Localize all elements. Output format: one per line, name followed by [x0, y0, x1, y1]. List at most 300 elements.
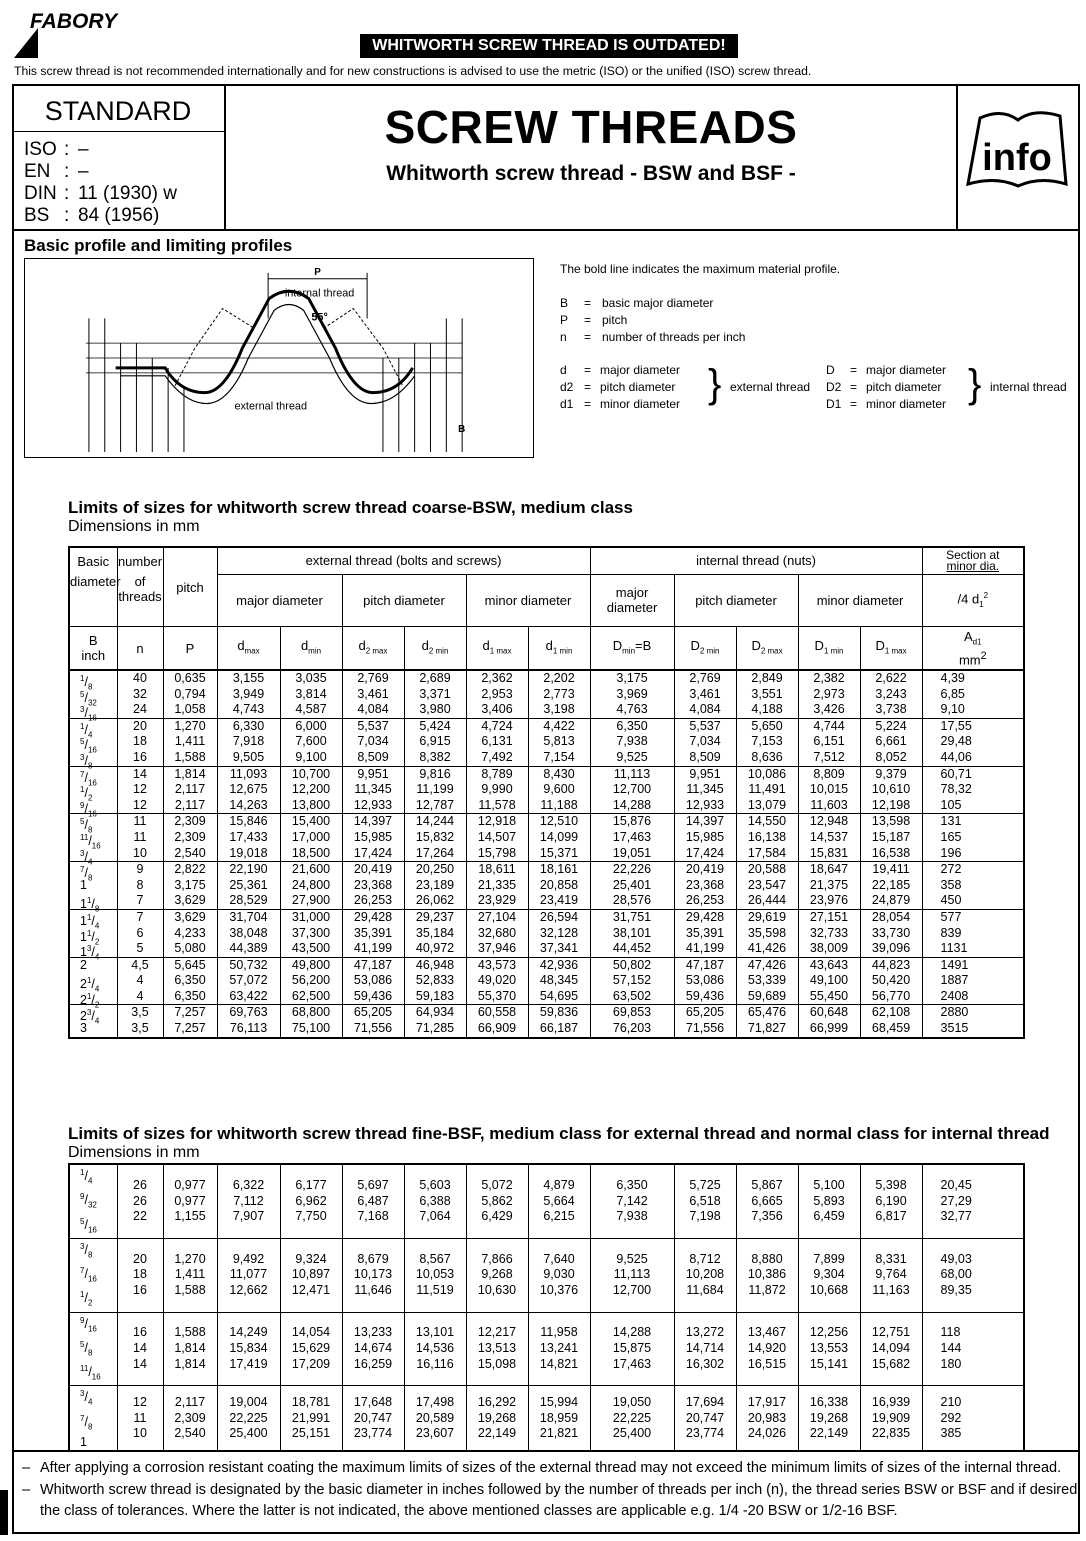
cell-value: $^5/_{32}$ — [80, 689, 97, 708]
cell-value: 11 — [133, 1410, 147, 1425]
cell-D2max — [736, 909, 798, 957]
legend-key: D2 — [826, 380, 842, 394]
col-symbol: $d_{min}$ — [280, 627, 342, 671]
cell-value: 14,397 — [353, 814, 393, 829]
cell-value: $^7/_8$ — [80, 865, 93, 883]
cell-P — [163, 670, 217, 718]
cell-value: 839 — [940, 925, 962, 940]
cell-value: 9,951 — [357, 766, 389, 781]
cell-value: 7,899 — [813, 1251, 845, 1266]
legend-value: minor diameter — [866, 397, 947, 411]
cell-value: 5,813 — [543, 734, 575, 749]
cell-value: $2^1/_2$ — [80, 991, 100, 1010]
cell-P — [163, 1238, 217, 1312]
cell-value: 65,205 — [685, 1005, 725, 1020]
legend-group-label: internal thread — [990, 380, 1067, 394]
cell-value: 12,217 — [477, 1325, 517, 1340]
cell-value: 8,331 — [875, 1251, 907, 1266]
cell-value: 19,268 — [809, 1410, 849, 1425]
cell-value: 4,084 — [689, 702, 721, 717]
cell-A — [922, 1005, 1024, 1038]
table-row-group — [69, 1005, 1024, 1038]
cell-value: 20,588 — [747, 862, 787, 877]
cell-value: 2,773 — [543, 686, 575, 701]
cell-value: 15,400 — [291, 814, 331, 829]
cell-value: 22,835 — [871, 1426, 911, 1441]
cell-value: 11,163 — [872, 1282, 910, 1297]
cell-value: 7,356 — [751, 1209, 783, 1224]
cell-value: 7,257 — [174, 1021, 206, 1036]
cell-D2min — [674, 718, 736, 766]
cell-value: 5,537 — [689, 718, 721, 733]
cell-value: 57,152 — [612, 973, 652, 988]
col-symbol: B inch — [69, 627, 117, 671]
cell-value: 21,991 — [291, 1410, 331, 1425]
cell-value: 76,203 — [612, 1021, 652, 1036]
cell-value: 3,629 — [174, 893, 206, 908]
cell-value: 8 — [136, 877, 144, 892]
cell-value: 26 — [133, 1193, 147, 1208]
cell-A — [922, 1164, 1024, 1238]
cell-dmin — [280, 957, 342, 1005]
cell-value: 55,370 — [477, 988, 517, 1003]
cell-value: 6,000 — [295, 718, 327, 733]
cell-value: 10,015 — [809, 782, 849, 797]
cell-value: 5,650 — [751, 718, 783, 733]
cell-D1max — [860, 862, 922, 910]
cell-value: $^1/_4$ — [80, 721, 93, 740]
cell-value: 43,500 — [291, 941, 331, 956]
legend-key: d1 — [560, 397, 574, 411]
cell-A — [922, 957, 1024, 1005]
cell-value: 1,814 — [174, 766, 206, 781]
cell-value: 38,101 — [612, 925, 652, 940]
legend-key: D — [826, 363, 835, 377]
cell-d1max — [466, 909, 528, 957]
cell-value: 49,100 — [809, 973, 849, 988]
cell-D1max — [860, 957, 922, 1005]
cell-value: $^1/_8$ — [80, 674, 93, 692]
cell-value: 9,525 — [616, 749, 648, 764]
cell-value: 8,789 — [481, 766, 513, 781]
cell-value: 9 — [136, 862, 144, 877]
legend-key: d — [560, 363, 567, 377]
cell-dmin — [280, 1005, 342, 1038]
cell-value: 26 — [133, 1177, 147, 1192]
cell-value: $^7/_8$ — [80, 1413, 93, 1432]
cell-D1max — [860, 718, 922, 766]
cell-value: 20,983 — [747, 1410, 787, 1425]
cell-d1max — [466, 1312, 528, 1386]
table-row-group — [69, 718, 1024, 766]
cell-value: 50,420 — [871, 973, 911, 988]
thread-profile-diagram — [24, 258, 534, 458]
cell-value: 105 — [940, 797, 962, 812]
col-header: /4 $d_1^2$ — [922, 574, 1024, 627]
cell-value: 17,424 — [685, 845, 725, 860]
cell-B — [69, 718, 117, 771]
cell-value: 71,827 — [747, 1021, 787, 1036]
cell-d1min — [528, 909, 590, 957]
cell-value: 19,004 — [229, 1394, 268, 1409]
cell-value: 20,589 — [415, 1410, 455, 1425]
cell-value: 6,350 — [616, 718, 648, 733]
cell-value: 15,098 — [477, 1356, 517, 1371]
cell-value: 12,751 — [871, 1325, 911, 1340]
cell-value: 15,846 — [229, 814, 268, 829]
cell-P — [163, 814, 217, 862]
cell-Dmin — [590, 957, 674, 1005]
cell-value: 6,131 — [481, 734, 513, 749]
cell-value: 6,915 — [419, 734, 451, 749]
cell-value: 16,338 — [809, 1394, 849, 1409]
cell-value: 14,920 — [747, 1341, 787, 1356]
cell-value: 2880 — [940, 1005, 969, 1020]
cell-value: 69,763 — [229, 1005, 268, 1020]
cell-Dmin — [590, 1238, 674, 1312]
col-symbol: $d_{2 max}$ — [342, 627, 404, 671]
cell-value: 8,052 — [875, 749, 907, 764]
cell-dmin — [280, 766, 342, 814]
cell-value: 71,556 — [353, 1021, 393, 1036]
cell-value: 385 — [940, 1426, 962, 1441]
cell-value: 3,371 — [419, 686, 451, 701]
cell-value: 53,086 — [353, 973, 393, 988]
cell-value: 75,100 — [291, 1021, 331, 1036]
cell-value: 59,436 — [685, 988, 725, 1003]
cell-value: 20,45 — [940, 1177, 972, 1192]
cell-d1min — [528, 670, 590, 718]
col-symbol: $D_{min}=B$ — [590, 627, 674, 671]
cell-B — [69, 766, 117, 819]
cell-D2min — [674, 766, 736, 814]
cell-value: 59,689 — [747, 988, 787, 1003]
legend-value: pitch diameter — [600, 380, 676, 394]
cell-value: 1,155 — [174, 1209, 206, 1224]
cell-value: 6,388 — [419, 1193, 451, 1208]
cell-value: 3,461 — [689, 686, 721, 701]
cell-value: 29,619 — [747, 909, 787, 924]
cell-D2max — [736, 862, 798, 910]
cell-value: 11,345 — [686, 782, 724, 797]
cell-d1max — [466, 814, 528, 862]
cell-value: 16,116 — [416, 1356, 454, 1371]
cell-value: 10,173 — [353, 1267, 393, 1282]
col-header: number — [117, 547, 163, 574]
cell-value: 11,113 — [613, 1267, 651, 1282]
cell-value: 7,153 — [751, 734, 783, 749]
cell-value: 15,798 — [477, 845, 517, 860]
cell-value: 17,584 — [747, 845, 787, 860]
section-heading: Basic profile and limiting profiles — [24, 236, 293, 255]
cell-d1max — [466, 670, 528, 718]
cell-value: 23,929 — [477, 893, 517, 908]
cell-value: 21,821 — [539, 1426, 579, 1441]
cell-value: 7,257 — [174, 1005, 206, 1020]
cell-value: 4,587 — [295, 702, 327, 717]
cell-value: 1,588 — [174, 1325, 206, 1340]
cell-value: 1,588 — [174, 1282, 206, 1297]
cell-D1max — [860, 909, 922, 957]
cell-value: 4 — [136, 973, 144, 988]
cell-value: 14,263 — [229, 797, 268, 812]
table-row-group — [69, 1386, 1024, 1452]
cell-D1min — [798, 1005, 860, 1038]
cell-value: 60,71 — [940, 766, 972, 781]
col-header: external thread (bolts and screws) — [217, 547, 590, 574]
col-header: major diameter — [590, 574, 674, 627]
cell-value: 89,35 — [940, 1282, 972, 1297]
cell-value: 20,419 — [685, 862, 725, 877]
cell-value: 21,600 — [291, 862, 331, 877]
cell-d2max — [342, 718, 404, 766]
cell-value: $^1/_4$ — [80, 1168, 93, 1186]
cell-value: 9,990 — [481, 782, 513, 797]
cell-P — [163, 1312, 217, 1386]
cell-value: 8,636 — [751, 749, 783, 764]
cell-value: 1 — [80, 1434, 87, 1449]
cell-D2min — [674, 670, 736, 718]
col-symbol: $D_{1 max}$ — [860, 627, 922, 671]
cell-value: 3,035 — [295, 671, 327, 685]
cell-value: 60,558 — [477, 1005, 517, 1020]
cell-value: 29,237 — [415, 909, 455, 924]
cell-value: 48,345 — [539, 973, 579, 988]
col-header: pitch diameter — [342, 574, 466, 627]
cell-value: 17,694 — [685, 1394, 725, 1409]
cell-value: $^1/_2$ — [80, 785, 93, 803]
cell-value: 7,907 — [232, 1209, 265, 1224]
cell-value: 14,288 — [612, 797, 652, 812]
col-symbol: $d_{max}$ — [217, 627, 280, 671]
cell-value: 14,550 — [747, 814, 787, 829]
cell-value: 17,433 — [229, 829, 268, 844]
cell-value: $^{11}/_{16}$ — [80, 1364, 101, 1382]
cell-value: 19,411 — [872, 862, 910, 877]
cell-value: 68,800 — [291, 1005, 331, 1020]
cell-value: 37,341 — [539, 941, 579, 956]
cell-value: 17,424 — [353, 845, 393, 860]
cell-B — [69, 1164, 117, 1238]
cell-D2min — [674, 1164, 736, 1238]
cell-value: 19,268 — [477, 1410, 517, 1425]
cell-value: 450 — [940, 893, 962, 908]
cell-B — [69, 909, 117, 962]
cell-Dmin — [590, 1312, 674, 1386]
cell-P — [163, 862, 217, 910]
cell-value: 19,051 — [612, 845, 652, 860]
cell-value: 41,426 — [747, 941, 787, 956]
cell-value: 5,424 — [419, 718, 451, 733]
header-row — [69, 547, 1024, 574]
cell-value: 52,833 — [415, 973, 455, 988]
cell-value: 59,183 — [415, 988, 455, 1003]
cell-d2max — [342, 814, 404, 862]
cell-value: 14 — [133, 1356, 147, 1371]
cell-value: 28,054 — [871, 909, 911, 924]
cell-value: 18,161 — [539, 862, 579, 877]
cell-d1min — [528, 1164, 590, 1238]
cell-value: 17,648 — [353, 1394, 393, 1409]
cell-D2max — [736, 670, 798, 718]
cell-value: 2,309 — [174, 814, 206, 829]
cell-value: 27,151 — [809, 909, 849, 924]
cell-value: 71,285 — [415, 1021, 455, 1036]
cell-d2min — [404, 766, 466, 814]
cell-value: 2,822 — [174, 862, 206, 877]
cell-value: 13,079 — [747, 797, 787, 812]
cell-value: 7,112 — [233, 1193, 264, 1208]
cell-value: 144 — [940, 1341, 962, 1356]
bsw-table-subtitle: Dimensions in mm — [68, 518, 200, 535]
cell-value: 7,154 — [543, 749, 575, 764]
col-symbol: $d_{1 min}$ — [528, 627, 590, 671]
cell-d1max — [466, 1005, 528, 1038]
cell-D2min — [674, 862, 736, 910]
cell-value: 0,977 — [174, 1193, 206, 1208]
cell-value: 24,800 — [291, 877, 331, 892]
cell-value: $^9/_{16}$ — [80, 1315, 97, 1334]
cell-value: 8,382 — [419, 749, 451, 764]
cell-value: $^9/_{16}$ — [80, 800, 97, 819]
cell-value: 5,862 — [481, 1193, 513, 1208]
col-header: pitch — [163, 547, 217, 627]
cell-value: 9,951 — [689, 766, 721, 781]
cell-d2min — [404, 1238, 466, 1312]
cell-value: 44,452 — [612, 941, 652, 956]
legend-value: minor diameter — [600, 397, 681, 411]
cell-value: 44,389 — [229, 941, 268, 956]
cell-value: 12,933 — [353, 797, 393, 812]
col-header: Section at minor dia. — [922, 547, 1024, 574]
cell-value: 2,689 — [419, 671, 451, 685]
cell-value: 4,763 — [616, 702, 648, 717]
cell-D1max — [860, 1312, 922, 1386]
cell-value: 5,697 — [357, 1177, 389, 1192]
profile-legend: The bold line indicates the maximum material profile. B = basic major diameter P = pitch n = number of threads per inch d = major diameter d2 = pitch diameter d1 = minor diameter } external thread D = major diameter D2 = pitch diameter D1 = minor diameter } internal thread — [560, 262, 1067, 411]
cell-value: 12,918 — [477, 814, 517, 829]
cell-value: 180 — [940, 1356, 962, 1371]
cell-value: 55,450 — [809, 988, 849, 1003]
cell-value: 9,816 — [419, 766, 451, 781]
cell-D2max — [736, 1312, 798, 1386]
cell-value: 11,113 — [613, 766, 651, 781]
standard-row: BS : 84 (1956) — [24, 205, 160, 226]
cell-value: $^5/_{16}$ — [80, 1216, 97, 1235]
cell-value: 11,958 — [540, 1325, 578, 1340]
cell-value: 32,128 — [539, 925, 579, 940]
cell-value: 18,647 — [809, 862, 849, 877]
cell-value: 29,48 — [940, 734, 972, 749]
cell-value: 57,072 — [229, 973, 268, 988]
cell-value: 6,487 — [357, 1193, 389, 1208]
cell-d2min — [404, 718, 466, 766]
cell-n — [117, 814, 163, 862]
cell-value: 11,646 — [354, 1282, 392, 1297]
cell-value: 20,747 — [353, 1410, 393, 1425]
cell-n — [117, 718, 163, 766]
cell-value: 0,635 — [174, 671, 206, 685]
cell-value: 1,411 — [174, 1267, 206, 1282]
cell-value: 14,249 — [229, 1325, 268, 1340]
col-header: Basic — [69, 547, 117, 574]
cell-value: 2,309 — [174, 1410, 206, 1425]
cell-D1min — [798, 814, 860, 862]
cell-value: 47,187 — [353, 957, 393, 972]
col-header: minor diameter — [466, 574, 590, 627]
cell-value: 25,400 — [229, 1426, 268, 1441]
cell-value: 3,175 — [616, 671, 648, 685]
cell-dmin — [280, 1164, 342, 1238]
cell-value: 16,302 — [685, 1356, 725, 1371]
cell-value: 14 — [133, 766, 147, 781]
legend-key: P — [560, 313, 569, 327]
cell-value: 10,630 — [477, 1282, 517, 1297]
cell-value: 19,050 — [612, 1394, 652, 1409]
page-edge-mark — [0, 1490, 8, 1535]
cell-value: 12,787 — [415, 797, 455, 812]
cell-value: 56,770 — [871, 988, 911, 1003]
cell-value: 23,368 — [353, 877, 393, 892]
cell-value: 10 — [133, 1426, 147, 1441]
legend-intro: The bold line indicates the maximum material profile. — [560, 262, 841, 276]
cell-value: 272 — [940, 862, 962, 877]
cell-d2max — [342, 670, 404, 718]
cell-value: 35,391 — [685, 925, 725, 940]
cell-d2min — [404, 1164, 466, 1238]
cell-Dmin — [590, 814, 674, 862]
cell-value: 9,492 — [232, 1251, 265, 1266]
cell-value: 6,518 — [689, 1193, 721, 1208]
cell-d2min — [404, 909, 466, 957]
cell-value: 11,603 — [810, 797, 848, 812]
cell-value: 27,29 — [940, 1193, 972, 1208]
cell-value: 39,096 — [871, 941, 911, 956]
cell-value: 3,175 — [174, 877, 206, 892]
cell-value: 12,948 — [809, 814, 849, 829]
cell-dmin — [280, 862, 342, 910]
cell-value: 1,270 — [174, 1251, 206, 1266]
cell-D1max — [860, 1238, 922, 1312]
cell-value: 47,187 — [685, 957, 725, 972]
cell-value: 15,834 — [229, 1341, 268, 1356]
cell-value: 7,034 — [357, 734, 389, 749]
cell-value: $2^1/_4$ — [80, 976, 100, 994]
cell-value: 63,422 — [229, 988, 268, 1003]
cell-B — [69, 1312, 117, 1386]
cell-value: 22,225 — [229, 1410, 268, 1425]
cell-A — [922, 1386, 1024, 1452]
cell-B — [69, 670, 117, 723]
cell-dmax — [217, 909, 280, 957]
cell-value: 6,661 — [875, 734, 907, 749]
col-symbol: $A_{d1}$ $mm^2$ — [922, 627, 1024, 671]
table-row-group — [69, 957, 1024, 1005]
cell-value: 8,509 — [357, 749, 389, 764]
warning-text: This screw thread is not recommended internationally and for new constructions is advised to use the metric (ISO) or the unified (ISO) screw thread. — [14, 64, 812, 78]
table-row-group — [69, 909, 1024, 957]
cell-value: 25,401 — [612, 877, 652, 892]
cell-D2max — [736, 1386, 798, 1452]
cell-value: 22 — [133, 1209, 147, 1224]
cell-value: 50,732 — [229, 957, 268, 972]
cell-d2min — [404, 957, 466, 1005]
cell-value: 1,588 — [174, 749, 206, 764]
cell-d1min — [528, 1005, 590, 1038]
cell-value: 7,600 — [295, 734, 327, 749]
cell-value: 21,335 — [477, 877, 517, 892]
fabory-logo — [8, 6, 138, 66]
